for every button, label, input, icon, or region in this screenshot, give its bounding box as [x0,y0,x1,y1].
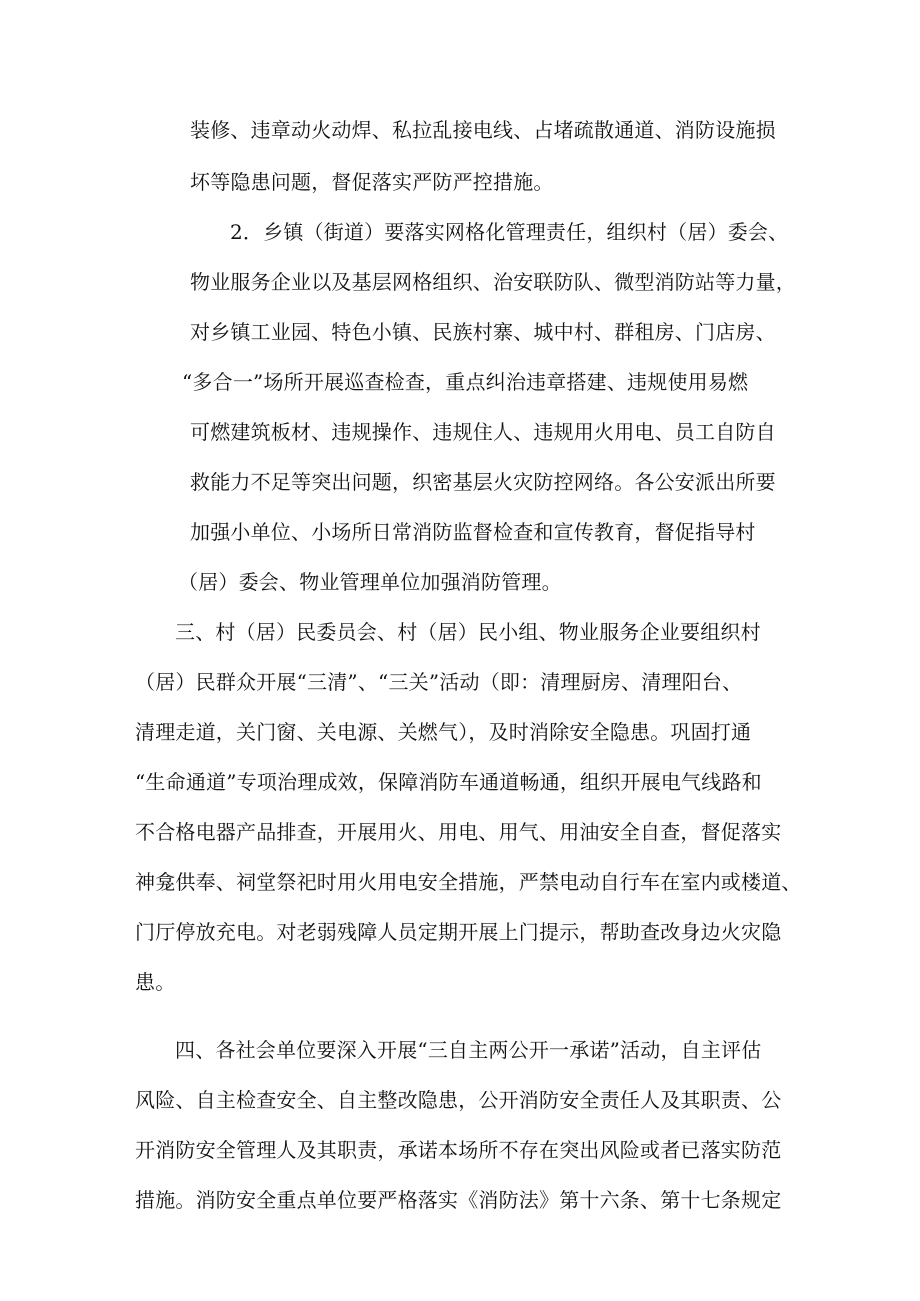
text-line: （居）委会、物业管理单位加强消防管理。 [178,570,562,594]
text-line: 可燃建筑板材、违规操作、违规住人、违规用火用电、员工自防自 [190,420,776,444]
text-line: 患。 [135,970,176,994]
text-line: 坏等隐患问题，督促落实严防严控措施。 [190,170,554,194]
text-line: （居）民群众开展“三清”、“三关”活动（即：清理厨房、清理阳台、 [135,670,743,694]
text-line: 不合格电器产品排查，开展用火、用电、用气、用油安全自查，督促落实 [135,820,782,844]
text-line: 对乡镇工业园、特色小镇、民族村寨、城中村、群租房、门店房、 [190,320,776,344]
text-line: 清理走道，关门窗、关电源、关燃气），及时消除安全隐患。巩固打通 [135,720,752,744]
text-line: 救能力不足等突出问题，织密基层火灾防控网络。各公安派出所要 [190,470,776,494]
text-line: “生命通道”专项治理成效，保障消防车通道畅通，组织开展电气线路和 [135,770,762,794]
text-line: 门厅停放充电。对老弱残障人员定期开展上门提示，帮助查改身边火灾隐 [135,920,782,944]
text-line: 开消防安全管理人及其职责，承诺本场所不存在突出风险或者已落实防范 [135,1138,782,1162]
text-line: 物业服务企业以及基层网格组织、治安联防队、微型消防站等力量， [190,270,796,294]
text-line: 措施。消防安全重点单位要严格落实《消防法》第十六条、第十七条规定 [135,1188,782,1212]
text-line: 风险、自主检查安全、自主整改隐患，公开消防安全责任人及其职责、公 [135,1088,782,1112]
text-line: “多合一”场所开展巡查检查，重点纠治违章搭建、违规使用易燃 [182,370,749,394]
text-line: 2．乡镇（街道）要落实网格化管理责任，组织村（居）委会、 [230,220,789,244]
text-line: 神龛供奉、祠堂祭祀时用火用电安全措施，严禁电动自行车在室内或楼道、 [135,870,802,894]
text-line: 四、各社会单位要深入开展“三自主两公开一承诺”活动，自主评估 [175,1038,762,1062]
text-line: 三、村（居）民委员会、村（居）民小组、物业服务企业要组织村 [175,620,761,644]
text-line: 加强小单位、小场所日常消防监督检查和宣传教育，督促指导村 [190,520,756,544]
text-line: 装修、违章动火动焊、私拉乱接电线、占堵疏散通道、消防设施损 [190,118,776,142]
